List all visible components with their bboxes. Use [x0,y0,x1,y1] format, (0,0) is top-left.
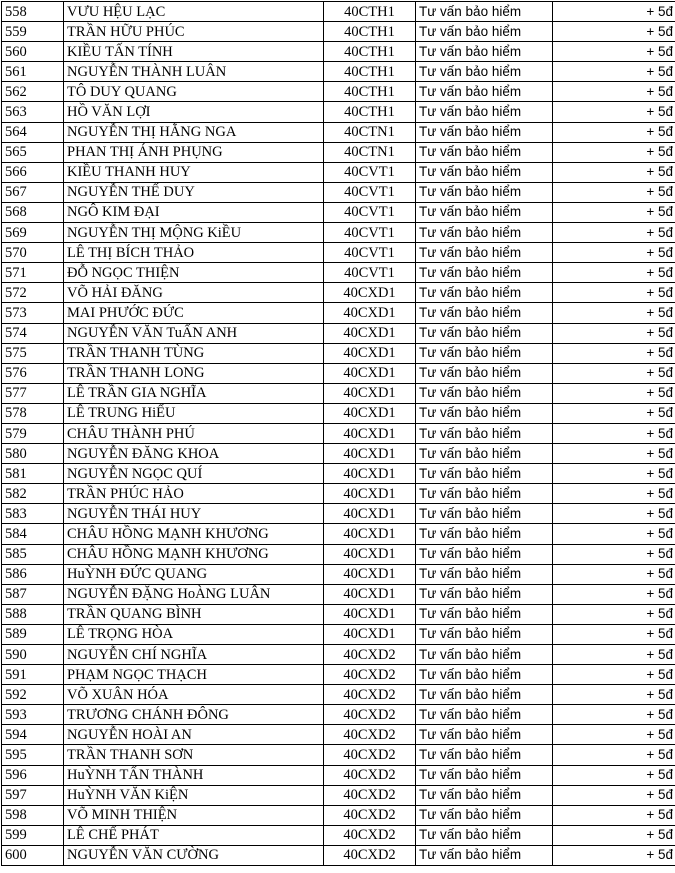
points-cell: + 5đ [553,484,675,504]
activity-cell: Tư vấn bảo hiểm [416,343,553,363]
class-code-cell: 40CXD2 [324,645,416,665]
row-number-cell: 586 [2,564,64,584]
table-row [2,323,675,343]
row-number-cell: 599 [2,825,64,845]
points-cell: + 5đ [553,765,675,785]
row-number-cell: 567 [2,182,64,202]
activity-cell: Tư vấn bảo hiểm [416,845,553,865]
activity-cell: Tư vấn bảo hiểm [416,403,553,423]
table-row [2,62,675,82]
row-number-cell: 578 [2,403,64,423]
row-number-cell: 560 [2,42,64,62]
class-code-cell: 40CXD1 [324,343,416,363]
row-number-cell: 580 [2,444,64,464]
points-cell: + 5đ [553,805,675,825]
row-number-cell: 592 [2,685,64,705]
points-cell: + 5đ [553,645,675,665]
class-code-cell: 40CXD1 [324,283,416,303]
row-number-cell: 571 [2,263,64,283]
row-number-cell: 589 [2,624,64,644]
points-cell: + 5đ [553,665,675,685]
activity-cell: Tư vấn bảo hiểm [416,604,553,624]
student-name-cell: VÕ MINH THIỆN [64,805,324,825]
class-code-cell: 40CXD1 [324,624,416,644]
row-number-cell: 574 [2,323,64,343]
student-name-cell: NGUYỄN CHÍ NGHĨA [64,645,324,665]
class-code-cell: 40CVT1 [324,223,416,243]
class-code-cell: 40CXD1 [324,383,416,403]
table-row [2,665,675,685]
activity-cell: Tư vấn bảo hiểm [416,785,553,805]
points-cell: + 5đ [553,504,675,524]
activity-cell: Tư vấn bảo hiểm [416,303,553,323]
student-name-cell: LÊ TRUNG HiẾU [64,403,324,423]
row-number-cell: 565 [2,142,64,162]
student-name-cell: PHẠM NGỌC THẠCH [64,665,324,685]
points-cell: + 5đ [553,524,675,544]
points-cell: + 5đ [553,705,675,725]
row-number-cell: 576 [2,363,64,383]
points-cell: + 5đ [553,202,675,222]
table-row [2,645,675,665]
activity-cell: Tư vấn bảo hiểm [416,564,553,584]
row-number-cell: 588 [2,604,64,624]
student-name-cell: TRẦN THANH TÙNG [64,343,324,363]
row-number-cell: 590 [2,645,64,665]
table-body [2,2,675,866]
table-row [2,303,675,323]
class-code-cell: 40CXD1 [324,444,416,464]
activity-cell: Tư vấn bảo hiểm [416,42,553,62]
class-code-cell: 40CXD2 [324,825,416,845]
table-row [2,283,675,303]
points-cell: + 5đ [553,464,675,484]
table-row [2,564,675,584]
row-number-cell: 597 [2,785,64,805]
points-cell: + 5đ [553,845,675,865]
class-code-cell: 40CTH1 [324,42,416,62]
class-code-cell: 40CXD1 [324,403,416,423]
class-code-cell: 40CTH1 [324,102,416,122]
row-number-cell: 559 [2,22,64,42]
activity-cell: Tư vấn bảo hiểm [416,524,553,544]
class-code-cell: 40CXD2 [324,725,416,745]
class-code-cell: 40CXD1 [324,544,416,564]
class-code-cell: 40CXD1 [324,504,416,524]
points-cell: + 5đ [553,182,675,202]
student-name-cell: TRẦN PHÚC HẢO [64,484,324,504]
activity-cell: Tư vấn bảo hiểm [416,62,553,82]
points-cell: + 5đ [553,785,675,805]
row-number-cell: 561 [2,62,64,82]
student-name-cell: HuỲNH VĂN KiỆN [64,785,324,805]
table-row [2,383,675,403]
table-row [2,544,675,564]
activity-cell: Tư vấn bảo hiểm [416,102,553,122]
points-cell: + 5đ [553,685,675,705]
student-name-cell: LÊ CHẾ PHÁT [64,825,324,845]
row-number-cell: 579 [2,423,64,443]
activity-cell: Tư vấn bảo hiểm [416,2,553,22]
student-name-cell: NGUYỄN THẾ DUY [64,182,324,202]
table-row [2,604,675,624]
class-code-cell: 40CVT1 [324,243,416,263]
class-code-cell: 40CXD1 [324,323,416,343]
student-name-cell: NGUYỄN THÁI HUY [64,504,324,524]
class-code-cell: 40CVT1 [324,162,416,182]
class-code-cell: 40CXD2 [324,805,416,825]
class-code-cell: 40CXD1 [324,303,416,323]
points-cell: + 5đ [553,102,675,122]
points-cell: + 5đ [553,122,675,142]
activity-cell: Tư vấn bảo hiểm [416,263,553,283]
student-name-cell: LÊ TRẦN GIA NGHĨA [64,383,324,403]
activity-cell: Tư vấn bảo hiểm [416,162,553,182]
row-number-cell: 566 [2,162,64,182]
student-name-cell: NGUYỄN HOÀI AN [64,725,324,745]
activity-cell: Tư vấn bảo hiểm [416,223,553,243]
student-name-cell: HỒ VĂN LỢI [64,102,324,122]
activity-cell: Tư vấn bảo hiểm [416,584,553,604]
activity-cell: Tư vấn bảo hiểm [416,444,553,464]
table-row [2,423,675,443]
student-name-cell: VÕ HẢI ĐĂNG [64,283,324,303]
row-number-cell: 596 [2,765,64,785]
student-name-cell: NGÔ KIM ĐẠI [64,202,324,222]
class-code-cell: 40CXD2 [324,765,416,785]
row-number-cell: 569 [2,223,64,243]
points-cell: + 5đ [553,564,675,584]
table-row [2,142,675,162]
student-name-cell: MAI PHƯỚC ĐỨC [64,303,324,323]
row-number-cell: 573 [2,303,64,323]
class-code-cell: 40CXD1 [324,524,416,544]
activity-cell: Tư vấn bảo hiểm [416,484,553,504]
table-row [2,845,675,865]
points-cell: + 5đ [553,243,675,263]
row-number-cell: 564 [2,122,64,142]
points-cell: + 5đ [553,825,675,845]
table-row [2,82,675,102]
student-name-cell: TÔ DUY QUANG [64,82,324,102]
table-row [2,363,675,383]
class-code-cell: 40CTH1 [324,62,416,82]
activity-cell: Tư vấn bảo hiểm [416,22,553,42]
table-row [2,182,675,202]
points-cell: + 5đ [553,142,675,162]
student-name-cell: TRƯƠNG CHÁNH ĐÔNG [64,705,324,725]
student-name-cell: CHÂU THÀNH PHÚ [64,423,324,443]
points-cell: + 5đ [553,363,675,383]
class-code-cell: 40CTH1 [324,22,416,42]
student-name-cell: KIỀU THANH HUY [64,162,324,182]
table-row [2,524,675,544]
table-row [2,745,675,765]
activity-cell: Tư vấn bảo hiểm [416,685,553,705]
activity-cell: Tư vấn bảo hiểm [416,504,553,524]
table-row [2,2,675,22]
table-row [2,705,675,725]
points-cell: + 5đ [553,2,675,22]
activity-cell: Tư vấn bảo hiểm [416,624,553,644]
activity-cell: Tư vấn bảo hiểm [416,383,553,403]
activity-cell: Tư vấn bảo hiểm [416,423,553,443]
student-name-cell: KIỀU TẤN TÍNH [64,42,324,62]
activity-cell: Tư vấn bảo hiểm [416,122,553,142]
activity-cell: Tư vấn bảo hiểm [416,323,553,343]
class-code-cell: 40CXD1 [324,464,416,484]
activity-cell: Tư vấn bảo hiểm [416,705,553,725]
activity-cell: Tư vấn bảo hiểm [416,363,553,383]
row-number-cell: 593 [2,705,64,725]
table-row [2,343,675,363]
class-code-cell: 40CTH1 [324,82,416,102]
points-cell: + 5đ [553,624,675,644]
table-row [2,22,675,42]
student-name-cell: NGUYỄN VĂN CƯỜNG [64,845,324,865]
table-row [2,725,675,745]
class-code-cell: 40CTN1 [324,122,416,142]
student-name-cell: PHAN THỊ ÁNH PHỤNG [64,142,324,162]
student-name-cell: TRẦN THANH LONG [64,363,324,383]
table-row [2,504,675,524]
class-code-cell: 40CXD2 [324,665,416,685]
points-cell: + 5đ [553,444,675,464]
table-row [2,464,675,484]
activity-cell: Tư vấn bảo hiểm [416,464,553,484]
row-number-cell: 575 [2,343,64,363]
activity-cell: Tư vấn bảo hiểm [416,243,553,263]
class-code-cell: 40CXD2 [324,705,416,725]
class-code-cell: 40CXD1 [324,564,416,584]
activity-cell: Tư vấn bảo hiểm [416,665,553,685]
table-row [2,805,675,825]
points-cell: + 5đ [553,42,675,62]
activity-cell: Tư vấn bảo hiểm [416,725,553,745]
table-row [2,484,675,504]
class-code-cell: 40CXD2 [324,745,416,765]
points-cell: + 5đ [553,22,675,42]
row-number-cell: 600 [2,845,64,865]
row-number-cell: 572 [2,283,64,303]
activity-cell: Tư vấn bảo hiểm [416,182,553,202]
table-row [2,122,675,142]
student-name-cell: VƯU HỆU LẠC [64,2,324,22]
student-name-cell: NGUYỄN ĐĂNG KHOA [64,444,324,464]
table-row [2,765,675,785]
points-cell: + 5đ [553,82,675,102]
activity-cell: Tư vấn bảo hiểm [416,82,553,102]
class-code-cell: 40CXD2 [324,685,416,705]
student-name-cell: NGUYỄN VĂN TuẤN ANH [64,323,324,343]
table-row [2,263,675,283]
points-cell: + 5đ [553,745,675,765]
activity-cell: Tư vấn bảo hiểm [416,142,553,162]
row-number-cell: 594 [2,725,64,745]
row-number-cell: 563 [2,102,64,122]
row-number-cell: 577 [2,383,64,403]
row-number-cell: 584 [2,524,64,544]
table-row [2,243,675,263]
row-number-cell: 583 [2,504,64,524]
table-row [2,162,675,182]
table-row [2,685,675,705]
points-cell: + 5đ [553,303,675,323]
student-name-cell: TRẦN QUANG BÌNH [64,604,324,624]
activity-cell: Tư vấn bảo hiểm [416,805,553,825]
student-name-cell: TRẦN HỮU PHÚC [64,22,324,42]
activity-cell: Tư vấn bảo hiểm [416,765,553,785]
student-name-cell: NGUYỄN THÀNH LUÂN [64,62,324,82]
class-code-cell: 40CXD1 [324,484,416,504]
class-code-cell: 40CXD1 [324,423,416,443]
row-number-cell: 562 [2,82,64,102]
table-row [2,825,675,845]
row-number-cell: 582 [2,484,64,504]
points-cell: + 5đ [553,604,675,624]
student-name-cell: HuỲNH TẤN THÀNH [64,765,324,785]
activity-cell: Tư vấn bảo hiểm [416,745,553,765]
points-cell: + 5đ [553,323,675,343]
class-code-cell: 40CXD1 [324,604,416,624]
student-name-cell: LÊ TRỌNG HÒA [64,624,324,644]
points-cell: + 5đ [553,725,675,745]
table-row [2,42,675,62]
row-number-cell: 598 [2,805,64,825]
student-name-cell: TRẦN THANH SƠN [64,745,324,765]
class-code-cell: 40CTN1 [324,142,416,162]
activity-cell: Tư vấn bảo hiểm [416,645,553,665]
row-number-cell: 587 [2,584,64,604]
student-name-cell: VÕ XUÂN HÓA [64,685,324,705]
points-cell: + 5đ [553,584,675,604]
points-cell: + 5đ [553,383,675,403]
class-code-cell: 40CVT1 [324,202,416,222]
student-name-cell: NGUYỄN ĐẶNG HoÀNG LUÂN [64,584,324,604]
class-code-cell: 40CXD1 [324,363,416,383]
class-code-cell: 40CTH1 [324,2,416,22]
row-number-cell: 585 [2,544,64,564]
student-name-cell: NGUYỄN NGỌC QUÍ [64,464,324,484]
class-code-cell: 40CXD2 [324,845,416,865]
row-number-cell: 591 [2,665,64,685]
table-row [2,584,675,604]
class-code-cell: 40CXD1 [324,584,416,604]
student-name-cell: NGUYỄN THỊ MỘNG KiỀU [64,223,324,243]
table-row [2,403,675,423]
student-name-cell: LÊ THỊ BÍCH THẢO [64,243,324,263]
student-name-cell: ĐỖ NGỌC THIỆN [64,263,324,283]
row-number-cell: 595 [2,745,64,765]
points-cell: + 5đ [553,62,675,82]
student-name-cell: CHÂU HỒNG MẠNH KHƯƠNG [64,544,324,564]
row-number-cell: 581 [2,464,64,484]
points-cell: + 5đ [553,162,675,182]
points-cell: + 5đ [553,223,675,243]
table-row [2,102,675,122]
points-cell: + 5đ [553,283,675,303]
student-name-cell: HuỲNH ĐỨC QUANG [64,564,324,584]
row-number-cell: 558 [2,2,64,22]
activity-cell: Tư vấn bảo hiểm [416,825,553,845]
points-cell: + 5đ [553,544,675,564]
table-row [2,624,675,644]
table-row [2,785,675,805]
table-row [2,223,675,243]
table-row [2,444,675,464]
activity-cell: Tư vấn bảo hiểm [416,544,553,564]
table-row [2,202,675,222]
activity-cell: Tư vấn bảo hiểm [416,283,553,303]
row-number-cell: 568 [2,202,64,222]
points-cell: + 5đ [553,423,675,443]
points-cell: + 5đ [553,263,675,283]
row-number-cell: 570 [2,243,64,263]
class-code-cell: 40CVT1 [324,263,416,283]
class-code-cell: 40CVT1 [324,182,416,202]
student-name-cell: NGUYỄN THỊ HẰNG NGA [64,122,324,142]
class-code-cell: 40CXD2 [324,785,416,805]
student-name-cell: CHÂU HỒNG MẠNH KHƯƠNG [64,524,324,544]
points-cell: + 5đ [553,403,675,423]
student-points-table [1,1,675,866]
activity-cell: Tư vấn bảo hiểm [416,202,553,222]
points-cell: + 5đ [553,343,675,363]
